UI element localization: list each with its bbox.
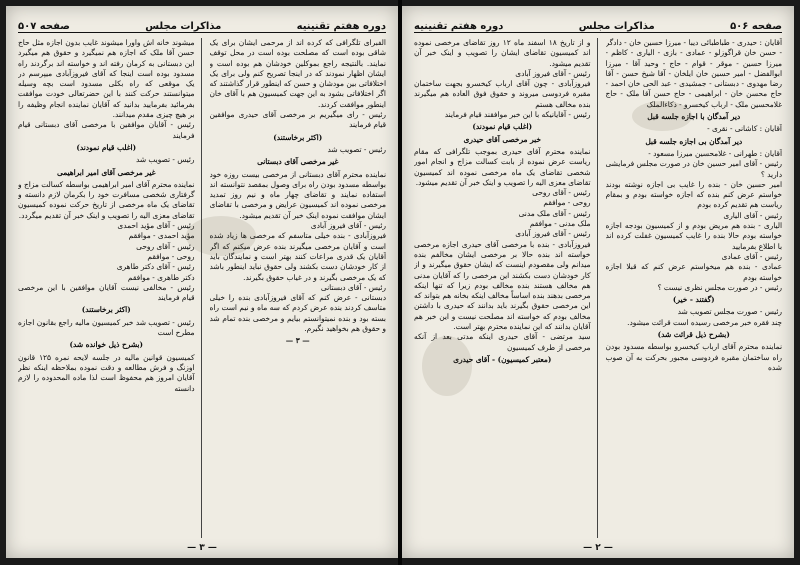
text-paragraph: — ۳ — — [285, 336, 310, 346]
right-page-right-column — [606, 38, 783, 538]
right-page — [402, 6, 794, 558]
text-paragraph: رئیس - تصویب شد — [136, 155, 195, 165]
right-page-left-column — [414, 38, 598, 538]
text-paragraph: چند فقره خبر مرخصی رسیده است قرائت میشود. — [627, 317, 782, 327]
text-paragraph: رئیس - تصویب شد خبر کمیسیون مالیه راجع بقانون اجازه مطرح است — [18, 317, 195, 338]
text-paragraph: (معتبر کمیسیون) - آقای حیدری — [453, 354, 552, 364]
text-paragraph: رئیس - آقایانیکه با این خبر موافقند قیام فرمایند — [444, 110, 591, 120]
right-page-footer: — ۲ — — [583, 543, 613, 553]
text-paragraph: دیر آمدگان بی اجازه جلسه قبل — [645, 136, 743, 146]
text-paragraph: نماینده محترم آقای ارباب کیخسرو بواسطه مسدود بودن راه ساختمان مقبره فردوسی مجبور بحرکت به آن صوب شده — [605, 342, 782, 372]
text-paragraph: رئیس - آقای دکتر طاهری — [116, 262, 195, 272]
text-paragraph: نماینده محترم آقای حیدری بموجب تلگرافی که مقام ریاست عرض نموده از بابت کسالت مزاج و انجام امور شخصی تقاضای یک ماه مرخصی نموده اند کمیسیون تقاضای معزی الیه را تصویب و اینک خبر آن تقدیم میشود. — [414, 146, 591, 187]
text-paragraph: غیر مرخصی آقای دبستانی — [257, 157, 339, 167]
text-paragraph: عمادی - بنده هم میخواستم عرض کنم که قبلا اجازه خواسته بودم — [605, 262, 782, 282]
left-session-label: دوره هفتم تقنینیه — [296, 21, 386, 32]
right-header-title: مذاکرات مجلس — [578, 21, 655, 32]
left-page-header — [18, 16, 386, 33]
text-paragraph: آقایان : حیدری - طباطبائی دیبا - میرزا حسین خان - دادگر - حسن خان قراگوزلو - عمادی - بازی - الیاری - کاظم - میرزا حسین - موقر - قوام - حاج - وحید آقا - میرزا ابوالفضل - امیر حسین خان ایلخان - آقا شیخ حسن - آقا رضا مهدوی - دبستانی - جمشیدی - عبد الحی خان احمد - حاج محسن خان - ابراهیمی - حاج حسن آقا ملک - حاج غلامحسین ملک - ارباب کیخسرو - ذکاءالملک — [605, 38, 782, 109]
text-paragraph: (اغلب قیام نمودند) — [472, 122, 533, 132]
text-paragraph: آقایان : کاشانی - نقری - — [707, 124, 782, 134]
text-paragraph: سید مرتضی - آقای حیدری اینکه مدتی بعد از آنکه مرخصی از طرف کمیسیون — [414, 332, 591, 352]
left-header-title: مذاکرات مجلس — [145, 21, 222, 32]
text-paragraph: دکتر طاهری - موافقم — [127, 272, 195, 282]
text-paragraph: رئیس - رای میگیریم بر مرخصی آقای حیدری موافقین قیام فرمایند — [209, 110, 386, 130]
left-page-footer: — ۳ — — [187, 543, 217, 553]
text-paragraph: رئیس - آقای روحی — [532, 188, 591, 198]
left-page — [6, 6, 398, 558]
text-paragraph: رئیس - آقای الیاری — [723, 210, 782, 220]
text-paragraph: فیروزآبادی - بنده با مرخصی آقای حیدری اجازه مرخصی خواسته اند بنده حالا بر مرخصی ایشان مخالفم بنده میدانم ولی مقصودم اینست که ایشان حقوق میگیرند و از کار خودشان دست بکشند این مرخصی را که آقایان مدنی هم مخالف هستند بنده مخالف بودم زیرا که تنها اینکه مرخصی بدهند بنده اساساً مخالف اینکه بخانه هم بتواند که این مرخصی حقوق بگیرند باید بدانند که حیدری با داشتن مخالف بودم که خواسته اند مصلحت نیست و این خبر هم آقایان بدانند که این نماینده محترم بهتر است. — [414, 239, 591, 332]
left-page-right-column — [210, 38, 387, 538]
text-paragraph: رئیس - آقای ملک مدنی — [518, 208, 591, 218]
text-paragraph: (بشرح ذیل قرائت شد) — [657, 330, 730, 340]
text-paragraph: کمیسیون قوانین مالیه در جلسه لایحه نمره ۱۲۵ قانون اوزنگ و فرش مطالعه و دقت نموده بملاحظه اینکه نظر آقایان امروز هم محفوظ است لذا ماده المحدوده را لازم دانسته — [18, 352, 195, 393]
text-paragraph: رئیس - آقای فیروز آبادی — [310, 221, 386, 231]
text-paragraph: رئیس - آقای فیروز آبادی — [515, 229, 591, 239]
text-paragraph: رئیس - آقای امیر حسین خان در صورت مجلس فرمایشی دارید ؟ — [605, 159, 782, 179]
text-paragraph: فیروزآبادی - چون آقای ارباب کیخسرو بجهت ساختمان مقبره فردوسی میروند و حقوق فوق العاده هم میگیرند بنده مخالف هستم — [414, 79, 591, 109]
text-paragraph: رئیس - آقای فیروز آبادی — [515, 68, 591, 78]
text-paragraph: الیاری - بنده هم مریض بودم و از کمیسیون بودجه اجازه خواسته بودم حالا بنده را غایب کمیسیون غفلت کرده اند با اطلاع بفرمایید — [605, 221, 782, 251]
text-paragraph: الفبرای تلگرافی که کرده اند از مرحمی ایشان برای یک شاقی بوده است که مصلحت بوده است در محل توقف نمایند. بالنتیجه راجع بموکلین خودشان هم بوده است و ایشان اظهار نمودند که در اینجا تصریح کنم ولی برای یک اختلافاتی بین مودشان و حسن که اینطور قرار گذاشتند که اگر اختلافاتی بشود به این جهت کمیسیون هم با آقای خان اینطور موافقت کردند. — [209, 38, 386, 109]
text-paragraph: میشوند خانه اش واورا میشوند غایب بدون اجازه مثل حاج حسن آقا ملک که اجازه هم نمیگیرد و حقوق هم میگیرد این دبستانی به کرمان رفته اند و خواسته اند برگردند راه مسدود بوده است اینجا که آقای فیروزآبادی میپرسم در یک موقعی که راه بکلی مسدود است بچه وسیله میتوانستند حرکت کنند با این حضرتعالی خودت موافقت بفرمائید بفرمایید بدانید که آقایان نماینده انجام وظیفه را بر هیچ چیزی مقدم میدانند. — [18, 38, 195, 120]
text-paragraph: رئیس - تصویب شد — [327, 144, 386, 154]
text-paragraph: رئیس - در صورت مجلس نظری نیست ؟ — [657, 282, 782, 292]
text-paragraph: دیر آمدگان با اجازه جلسه قبل — [647, 112, 741, 122]
text-paragraph: نماینده محترم آقای امیر ابراهیمی بواسطه کسالت مزاج و گرفتاری شخصی مسافرت خود را بکرمان لازم دانسته و تقاضای یک ماه مرخصی از تاریخ حرکت نموده کمیسیون تقاضای معزی الیه را تصویب و اینک خبر آن تقدیم میگردد. — [18, 179, 195, 220]
text-paragraph: روحی - موافقم — [543, 198, 591, 208]
text-paragraph: آقایان : طهرانی - غلامحسین میرزا مسعود - — [648, 148, 782, 158]
text-paragraph: امیر حسین خان - بنده را غایب بی اجازه نوشته بودند خواستم عرض کنم بنده که اجازه خواسته بودم و بمقام ریاست هم تقدیم کرده بودم — [605, 179, 782, 210]
text-paragraph: غیر مرخصی آقای امیر ابراهیمی — [57, 167, 156, 177]
right-page-number: صفحه ۵۰۶ — [730, 21, 782, 32]
text-paragraph: رئیس - صورت مجلس تصویب شد — [677, 307, 782, 317]
text-paragraph: رئیس - آقای روحی — [136, 241, 195, 251]
text-paragraph: (بشرح ذیل خوانده شد) — [69, 340, 143, 350]
text-paragraph: رئیس - آقای دبستانی — [320, 282, 386, 292]
text-paragraph: رئیس - مخالفی نیست آقایان موافقین با این مرخصی قیام فرمایند — [18, 282, 195, 303]
text-paragraph: دبستانی - عرض کنم که آقای فیروزآبادی بنده را خیلی متاسف کردند بنده عرض کردم که سه ماه و نیم است راه بسته بود و بنده نمیتوانستم بیایم و مرخصی بنده تمام شد و حقوق هم بخواهید نگیرم. — [209, 293, 386, 334]
right-session-label: دوره هفتم تقنینیه — [414, 21, 504, 32]
text-paragraph: ملک مدنی - موافقم — [529, 219, 591, 229]
text-paragraph: و از تاریخ ۱۸ اسفند ماه ۱۲ روز تقاضای مرخصی نموده اند کمیسیون تقاضای ایشان را تصویب و اینک خبر آن تقدیم میشود. — [414, 38, 591, 68]
left-page-number: صفحه ۵۰۷ — [18, 21, 70, 32]
text-paragraph: (اکثر برخاستند) — [273, 132, 323, 142]
text-paragraph: (اغلب قیام نمودند) — [76, 142, 137, 152]
text-paragraph: رئیس - آقای مؤید احمدی — [117, 221, 195, 231]
text-paragraph: رئیس - آقای عمادی — [721, 251, 782, 261]
text-paragraph: فیروزآبادی - بنده خیلی متاسفم که مرخصی ها زیاد شده است و آقایان مرخصی میگیرند بنده عرض میکنم که اگر آقایان یک قدری مراعات کنند بهتر است و نمایندگان باید از کار خودشان دست بکشند ولی حقوق نباید اینطور باشد که یک مرخصی بگیرند و در غیاب حقوق بگیرند. — [209, 231, 386, 282]
text-paragraph: خبر مرخصی آقای حیدری — [463, 134, 541, 144]
text-paragraph: رئیس - آقایان موافقین با مرخصی آقای دبستانی قیام فرمایند — [18, 120, 195, 140]
text-paragraph: روحی - موافقم — [147, 251, 195, 261]
text-paragraph: (گفتند - خیر) — [672, 295, 715, 305]
text-paragraph: نماینده محترم آقای دبستانی از مرخصی بیست روزه خود بواسطه مسدود بودن راه برای وصول بمقصد نتوانسته اند استفاده نمایند و تقاضای چهار ماه و نیم روز تمدید مرخصی نموده اند کمیسیون عرایض و مرخصی با تقاضای ایشان موافقت نموده اینک خبر آن تقدیم میشود. — [209, 169, 386, 220]
text-paragraph: مؤید احمدی - موافقم — [128, 231, 195, 241]
right-page-header — [414, 16, 782, 33]
left-page-left-column — [18, 38, 202, 538]
text-paragraph: (اکثر برخاستند) — [81, 305, 131, 315]
